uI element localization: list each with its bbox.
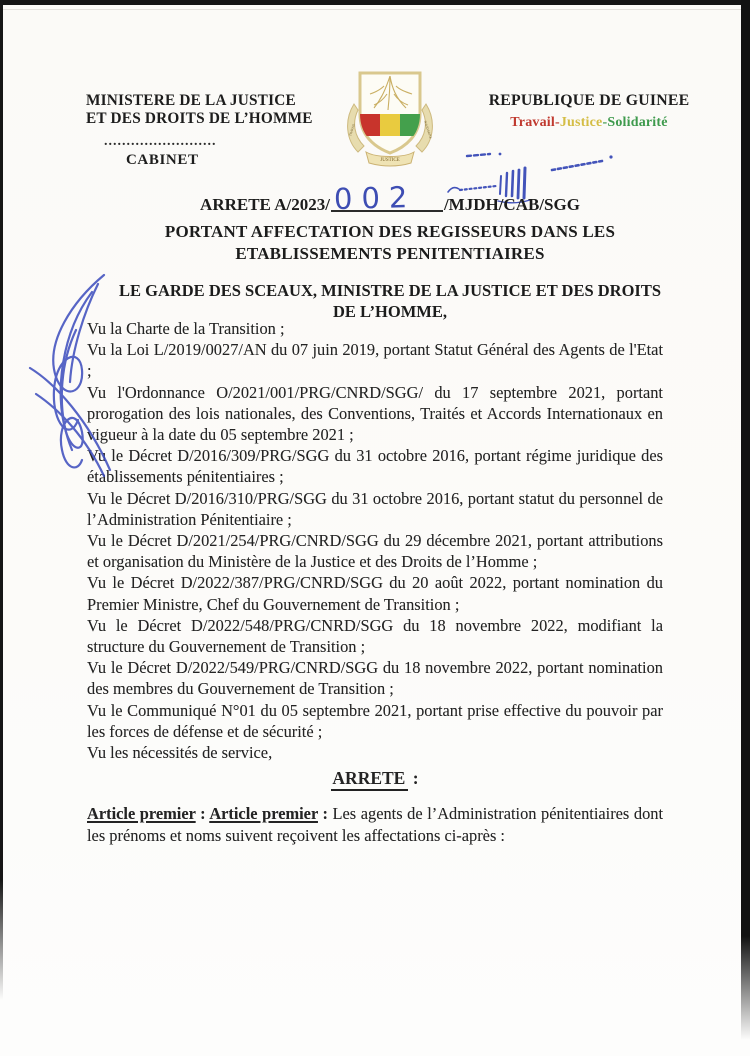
arrete-heading	[87, 768, 663, 789]
motto-solidarite: -Solidarité	[602, 115, 668, 130]
scan-edge-left	[0, 0, 3, 1000]
vu-clause: Vu le Décret D/2016/310/PRG/SGG du 31 octobre 2016, portant statut du personnel de l’Administration Pénitentiaire ;	[87, 488, 663, 529]
article-separator: :	[317, 804, 333, 824]
ministry-header	[86, 92, 326, 169]
vu-clause: Vu le Décret D/2021/254/PRG/CNRD/SGG du 29 décembre 2021, portant attributions et organisation du Ministère de la Justice et des Droits de l’Homme ;	[87, 531, 663, 572]
motto-justice: Justice	[559, 115, 603, 130]
article-text: Les agents de l’Administration pénitentiaires dont les prénoms et noms suivent reçoivent les affectations ci-après :	[87, 804, 664, 845]
flag-band	[360, 114, 420, 136]
scan-edge-top	[0, 0, 750, 5]
cabinet-label: CABINET	[126, 151, 199, 168]
ministry-name-line2: ET DES DROITS DE L’HOMME	[86, 109, 313, 127]
article-label-repeat: Article premier	[209, 804, 318, 824]
vu-clause: Vu les nécessités de service,	[87, 743, 273, 763]
republic-title: REPUBLIQUE DE GUINEE	[488, 92, 690, 109]
article-label: Article premier	[87, 804, 196, 824]
title-line3: ETABLISSEMENTS PENITENTIAIRES	[235, 244, 545, 263]
ministry-name-line1: MINISTERE DE LA JUSTICE	[86, 92, 296, 109]
arrete-number-handwritten: 002	[333, 179, 417, 217]
national-motto	[478, 115, 700, 131]
ribbon-left-text: TRAVAIL	[348, 122, 356, 137]
vu-clause: Vu le Décret D/2016/309/PRG/SGG du 31 octobre 2016, portant régime juridique des établissements pénitentiaires ;	[87, 446, 663, 487]
arrete-suffix: /MJDH/CAB/SGG	[443, 195, 580, 214]
republic-header	[478, 92, 700, 131]
document-body	[87, 318, 663, 846]
salutation-line2: DE L’HOMME,	[333, 302, 447, 321]
scan-edge-right	[741, 0, 750, 1040]
document-title	[60, 179, 720, 264]
banner-bottom-text: JUSTICE	[380, 158, 400, 163]
article-premier-paragraph	[87, 803, 663, 845]
vu-clause: Vu le Décret D/2022/549/PRG/CNRD/SGG du 18 novembre 2022, portant nomination des membres du Gouvernement de Transition ;	[87, 658, 663, 699]
title-line2: PORTANT AFFECTATION DES REGISSEURS DANS LES	[164, 222, 616, 241]
motto-travail: Travail-	[510, 115, 560, 130]
separator-dots: .........................	[104, 134, 217, 149]
arrete-prefix: ARRETE A/2023/	[200, 195, 330, 214]
vu-clause: Vu la Loi L/2019/0027/AN du 07 juin 2019, portant Statut Général des Agents de l'Etat ;	[87, 340, 663, 381]
vu-clause: Vu l'Ordonnance O/2021/001/PRG/CNRD/SGG/ du 17 septembre 2021, portant prorogation des lois nationales, des Conventions, Traités et Accords Internationaux en vigueur à la date du 05 septembre 2021 ;	[87, 382, 663, 445]
guinea-coat-of-arms-icon	[336, 64, 444, 168]
article-separator: :	[195, 804, 210, 824]
vu-clause: Vu le Communiqué N°01 du 05 septembre 2021, portant prise effective du pouvoir par les forces de défense et de sécurité ;	[87, 700, 663, 741]
arrete-heading-colon: :	[408, 768, 419, 789]
vu-clause: Vu le Décret D/2022/548/PRG/CNRD/SGG du 18 novembre 2022, modifiant la structure du Gouvernement de Transition ;	[87, 615, 663, 657]
scan-edge-line	[0, 9, 750, 10]
arrete-heading-word: ARRETE	[331, 768, 408, 791]
salutation	[75, 280, 705, 322]
vu-clause: Vu le Décret D/2022/387/PRG/CNRD/SGG du 20 août 2022, portant nomination du Premier Ministre, Chef du Gouvernement de Transition ;	[87, 573, 663, 614]
salutation-line1: LE GARDE DES SCEAUX, MINISTRE DE LA JUSTICE ET DES DROITS	[118, 281, 662, 300]
vu-clause: Vu la Charte de la Transition ;	[87, 319, 285, 338]
arrete-reference-line	[60, 179, 720, 217]
ribbon-right-text: SOLIDARITE	[423, 120, 433, 140]
arrete-number-blank	[331, 179, 443, 217]
